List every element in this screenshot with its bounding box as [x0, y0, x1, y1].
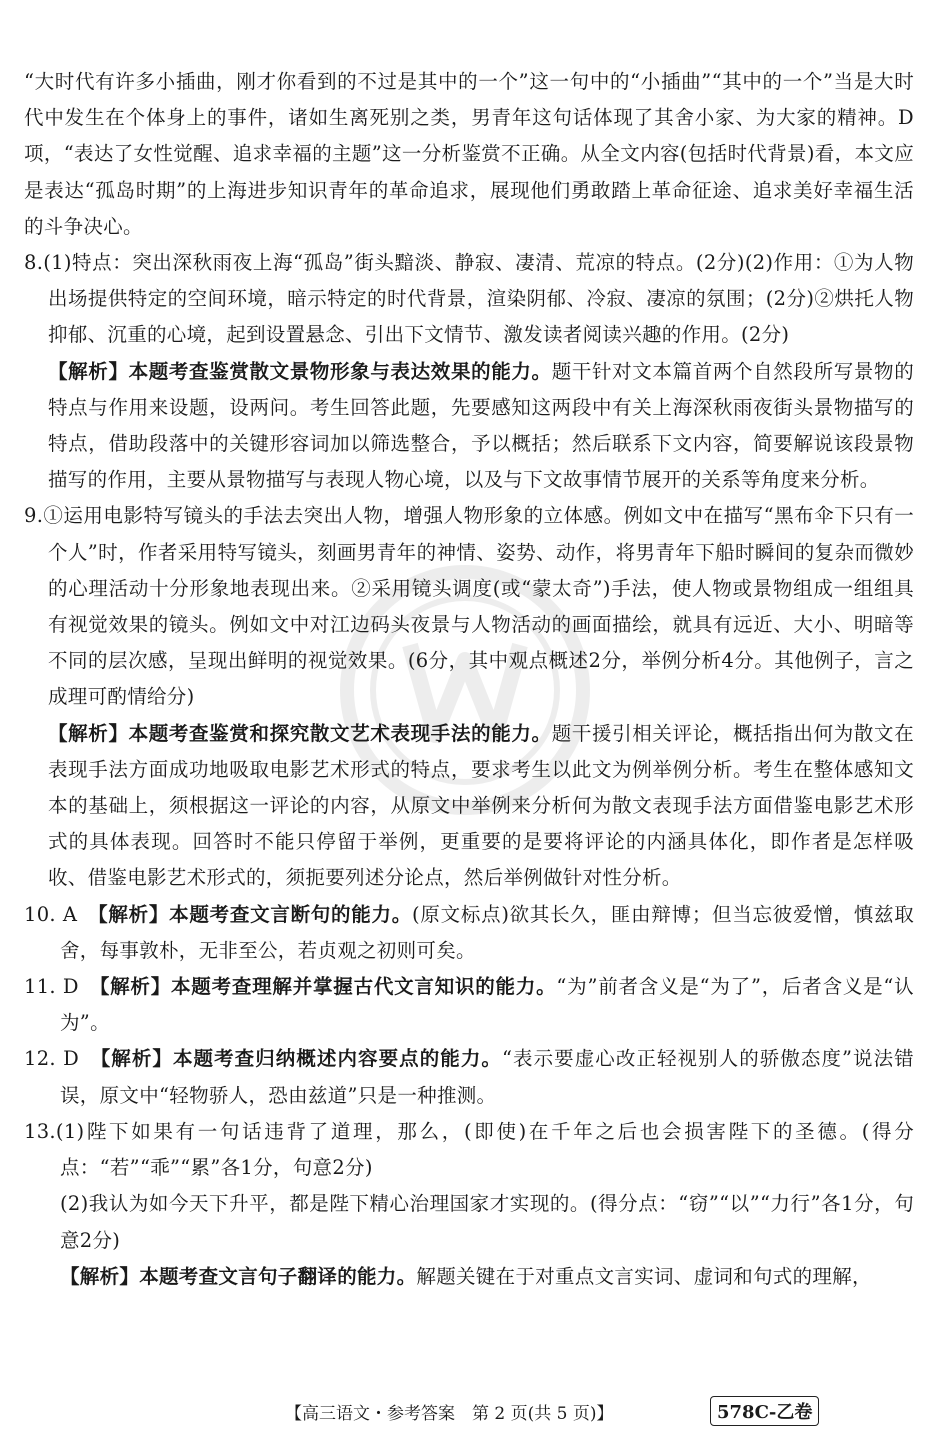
analysis-13-label: 【解析】本题考查文言句子翻译的能力。: [60, 1264, 417, 1288]
analysis-10-text: (原文标点)欲其长久，匪由辩博；但当忘彼爱憎，慎兹取舍，每事敦朴，无非至公，若贞观之初则可矣。: [60, 902, 915, 962]
page-footer: [0, 1396, 933, 1426]
analysis-8: [24, 354, 914, 499]
answer-11-number: 11. D: [24, 975, 100, 999]
analysis-11-label: 【解析】本题考查理解并掌握古代文言知识的能力。: [99, 975, 557, 999]
answer-content: [24, 64, 914, 1295]
analysis-12-text: “表示要虚心改正轻视别人的骄傲态度”说法错误，原文中“轻物骄人，恐由兹道”只是一种推测。: [60, 1047, 914, 1107]
answer-13-part2: (2)我认为如今天下升平，都是陛下精心治理国家才实现的。(得分点：“窃”“以”“力行”各1分，句意2分): [60, 1192, 914, 1252]
paragraph-analysis-7: “大时代有许多小插曲，刚才你看到的不过是其中的一个”这一句中的“小插曲”“其中的一个”当是大时代中发生在个体身上的事件，诸如生离死别之类，男青年这句话体现了其舍小家、为大家的精神。D项，“表达了女性觉醒、追求幸福的主题”这一分析鉴赏不正确。从全文内容(包括时代背景)看，本文应是表达“孤岛时期”的上海进步知识青年的革命追求，展现他们勇敢踏上革命征途、追求美好幸福生活的斗争决心。: [24, 70, 914, 238]
analysis-9-label: 【解析】本题考查鉴赏和探究散文艺术表现手法的能力。: [48, 721, 552, 745]
answer-13-part1: 13.(1)陛下如果有一句话违背了道理，那么，(即使)在千年之后也会损害陛下的圣德。(得分点：“若”“乖”“累”各1分，句意2分): [24, 1119, 914, 1180]
answer-10-number: 10. A: [24, 902, 98, 926]
answer-11: [24, 969, 914, 1041]
analysis-12-label: 【解析】本题考查归纳概述内容要点的能力。: [100, 1047, 502, 1071]
analysis-9: [24, 716, 914, 897]
analysis-11-text: “为”前者含义是“为了”，后者含义是“认为”。: [60, 975, 914, 1035]
analysis-13: [24, 1259, 914, 1295]
answer-12-number: 12. D: [24, 1047, 101, 1071]
footer-page-info: 【高三语文・参考答案 第 2 页(共 5 页)】: [285, 1404, 614, 1424]
analysis-10-label: 【解析】本题考查文言断句的能力。: [97, 902, 413, 926]
analysis-9-text: 题干援引相关评论，概括指出何为散文在表现手法方面成功地吸取电影艺术形式的特点，要求考生以此文为例举例分析。考生在整体感知文本的基础上，须根据这一评论的内容，从原文中举例来分析何为散文表现手法方面借鉴电影艺术形式的具体表现。回答时不能只停留于举例，更重要的是要将评论的内涵具体化，即作者是怎样吸收、借鉴电影艺术形式的，须扼要列述分论点，然后举例做针对性分析。: [48, 721, 914, 890]
answer-10: [24, 897, 914, 969]
analysis-8-text: 题干针对文本篇首两个自然段所写景物的特点与作用来设题，设两问。考生回答此题，先要感知这两段中有关上海深秋雨夜街头景物描写的特点，借助段落中的关键形容词加以筛选整合，予以概括；然后联系下文内容，简要解说该段景物描写的作用，主要从景物描写与表现人物心境，以及与下文故事情节展开的关系等角度来分析。: [48, 359, 914, 492]
answer-12: [24, 1041, 914, 1113]
analysis-13-text: 解题关键在于对重点文言实词、虚词和句式的理解，: [416, 1264, 872, 1288]
exam-code-badge: 578C-乙卷: [710, 1396, 819, 1426]
analysis-8-label: 【解析】本题考查鉴赏散文景物形象与表达效果的能力。: [48, 359, 552, 383]
answer-8: 8.(1)特点：突出深秋雨夜上海“孤岛”街头黯淡、静寂、凄清、荒凉的特点。(2分)(2)作用：①为人物出场提供特定的空间环境，暗示特定的时代背景，渲染阴郁、冷寂、凄凉的氛围；(2分)②烘托人物抑郁、沉重的心境，起到设置悬念、引出下文情节、激发读者阅读兴趣的作用。(2分): [24, 251, 914, 347]
answer-9: 9.①运用电影特写镜头的手法去突出人物，增强人物形象的立体感。例如文中在描写“黑布伞下只有一个人”时，作者采用特写镜头，刻画男青年的神情、姿势、动作，将男青年下船时瞬间的复杂而微妙的心理活动十分形象地表现出来。②采用镜头调度(或“蒙太奇”)手法，使人物或景物组成一组组具有视觉效果的镜头。例如文中对江边码头夜景与人物活动的画面描绘，就具有远近、大小、明暗等不同的层次感，呈现出鲜明的视觉效果。(6分，其中观点概述2分，举例分析4分。其他例子，言之成理可酌情给分): [24, 504, 914, 709]
